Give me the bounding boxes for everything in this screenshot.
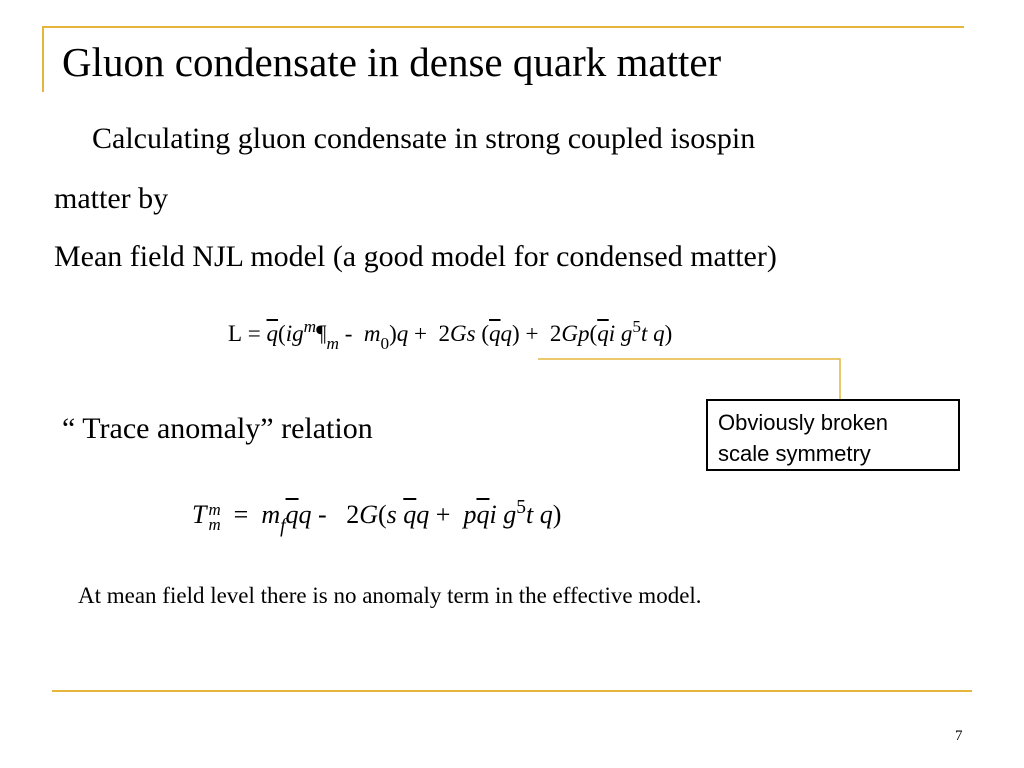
trace-anomaly-equation: T m $m = m_f\overline{q}q - 2G(s$ $\overline{q}q + p\overline{q}i$ $g^5t$ q) [192,497,562,537]
footer-rule [52,690,972,692]
intro-line-2: matter by [54,182,169,215]
page-number: 7 [955,728,963,744]
mean-field-note: At mean field level there is no anomaly term in the effective model. [78,583,702,608]
callout-box [706,399,960,471]
trace-anomaly-label: “ Trace anomaly” relation [62,412,373,445]
callout-line-1: Obviously broken [718,410,888,435]
lagrangian-equation: $L = \overline{q}(ig^m\P_m - m_0)q + 2Gs$ $(\overline{q}q) + 2Gp(\overline{q}i$ $g^5t$ q) [228,317,673,353]
intro-line-1: Calculating gluon condensate in strong coupled isospin [92,122,756,155]
slide-title: Gluon condensate in dense quark matter [62,39,722,85]
intro-line-3: Mean field NJL model (a good model for condensed matter) [54,240,777,273]
callout-line-2: scale symmetry [718,441,871,466]
